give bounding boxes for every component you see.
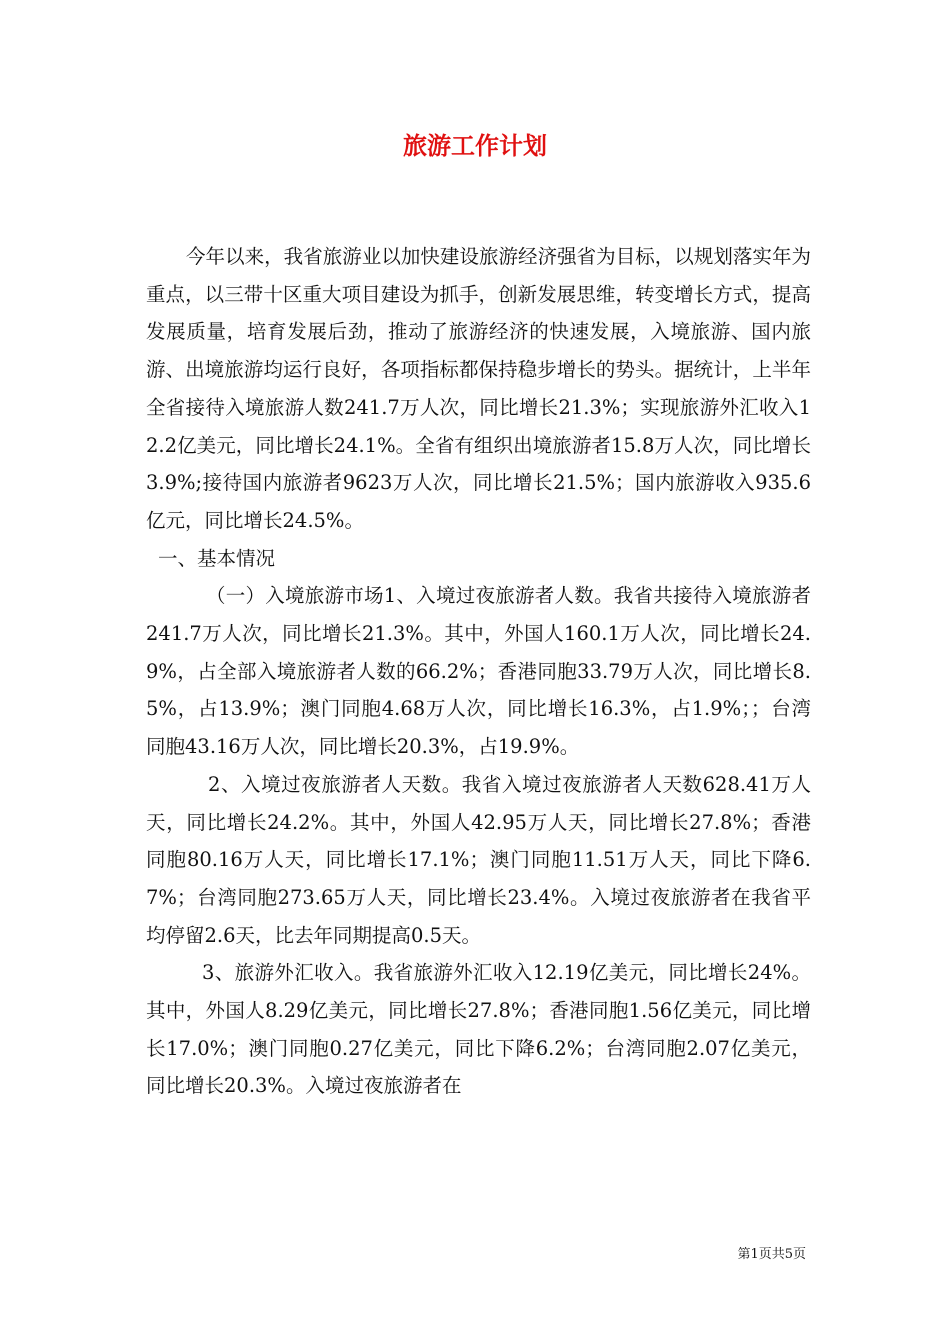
page-number-footer: 第1页共5页 [737,1247,806,1262]
intro-paragraph: 今年以来，我省旅游业以加快建设旅游经济强省为目标，以规划落实年为重点，以三带十区重大项目建设为抓手，创新发展思维，转变增长方式，提高发展质量，培育发展后劲，推动了旅游经济的快速发展，入境旅游、国内旅游、出境旅游均运行良好，各项指标都保持稳步增长的势头。据统计，上半年全省接待入境旅游人数241.7万人次，同比增长21.3%；实现旅游外汇收入12.2亿美元，同比增长24.1%。全省有组织出境旅游者15.8万人次，同比增长3.9%;接待国内旅游者9623万人次，同比增长21.5%；国内旅游收入935.6亿元，同比增长24.5%。 [146,245,811,532]
body-paragraph: （一）入境旅游市场1、入境过夜旅游者人数。我省共接待入境旅游者241.7万人次，同比增长21.3%。其中，外国人160.1万人次，同比增长24.9%，占全部入境旅游者人数的66.2%；香港同胞33.79万人次，同比增长8.5%，占13.9%；澳门同胞4.68万人次，同比增长16.3%，占1.9%；；台湾同胞43.16万人次，同比增长20.3%，占19.9%。 [146,584,811,759]
page-title: 旅游工作计划 [403,131,547,160]
document-body [146,238,811,1105]
body-paragraph: 2、入境过夜旅游者人天数。我省入境过夜旅游者人天数628.41万人天，同比增长24.2%。其中，外国人42.95万人天，同比增长27.8%；香港同胞80.16万人天，同比增长17.1%；澳门同胞11.51万人天，同比下降6.7%；台湾同胞273.65万人天，同比增长23.4%。入境过夜旅游者在我省平均停留2.6天，比去年同期提高0.5天。 [146,772,811,947]
body-paragraph: 3、旅游外汇收入。我省旅游外汇收入12.19亿美元，同比增长24%。其中，外国人8.29亿美元，同比增长27.8%；香港同胞1.56亿美元，同比增长17.0%；澳门同胞0.27亿美元，同比下降6.2%；台湾同胞2.07亿美元，同比增长20.3%。入境过夜旅游者在 [146,961,811,1098]
section-heading: 一、基本情况 [158,546,276,570]
